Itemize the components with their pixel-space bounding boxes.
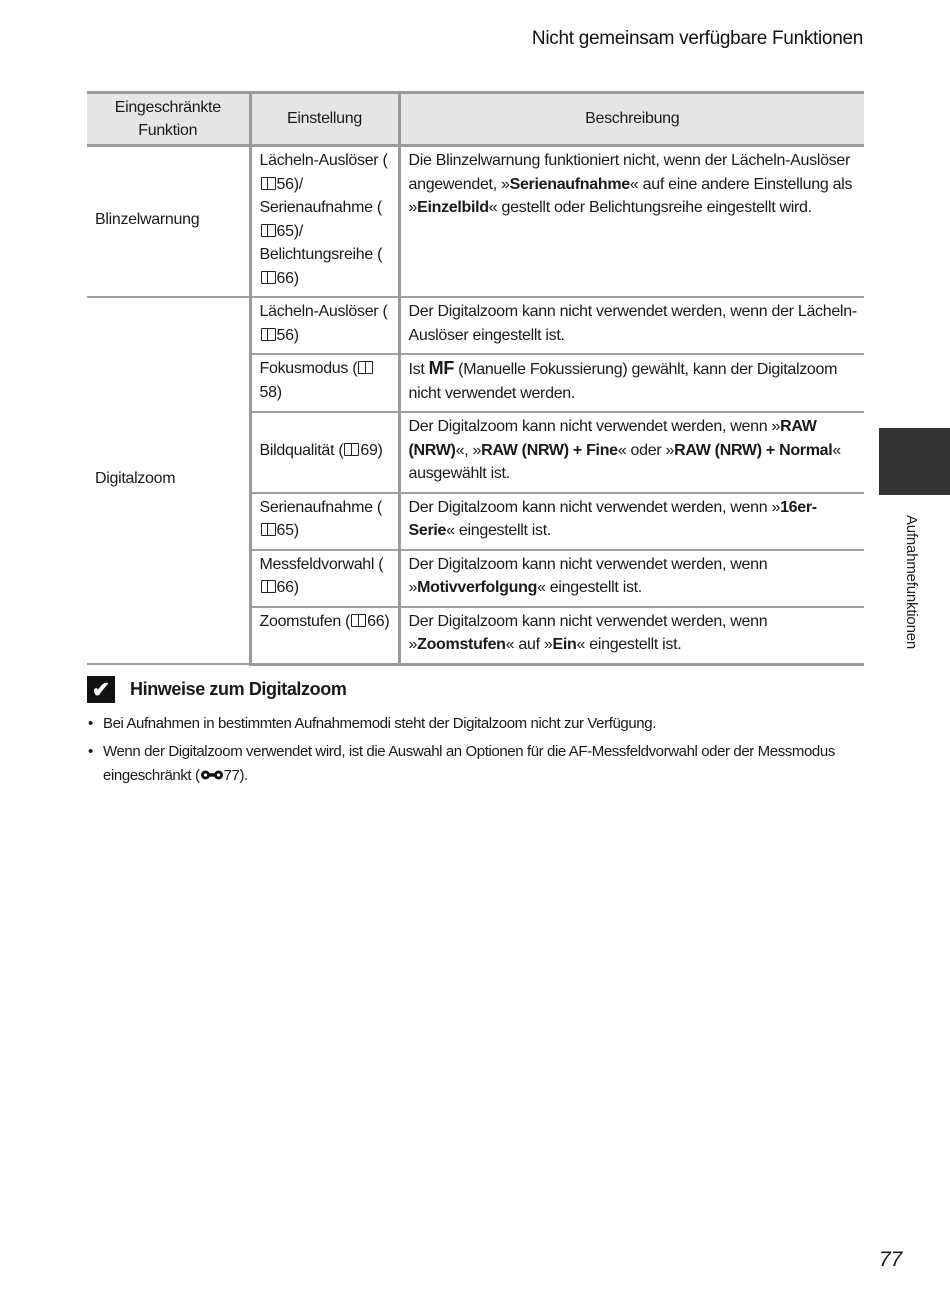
page-ref: 69): [360, 441, 383, 459]
desc-text: Der Digitalzoom kann nicht verwendet werden, wenn »: [408, 555, 768, 596]
section-label: Aufnahmefunktionen: [903, 515, 920, 650]
desc-text: «, »: [455, 441, 482, 459]
desc-text: Der Digitalzoom kann nicht verwendet werden, wenn »: [408, 418, 781, 435]
desc-text: « auf eine andere Einstellung als »: [408, 175, 853, 216]
page-ref: 58): [259, 383, 282, 401]
check-icon: ✔: [87, 676, 115, 703]
book-icon: [261, 177, 276, 190]
description-cell: [399, 607, 864, 665]
notes-header: [87, 676, 346, 703]
desc-bold: 16er-Serie: [408, 498, 817, 539]
page-ref: 66): [276, 269, 299, 287]
page-ref: 66): [367, 612, 390, 630]
table-header-row: [87, 93, 864, 146]
desc-bold: Serienaufnahme: [509, 175, 630, 193]
page-ref: 65)/: [276, 222, 303, 240]
notes-list: [87, 712, 847, 792]
desc-text: « eingestellt ist.: [576, 636, 682, 653]
description-cell: Der Digitalzoom kann nicht verwendet werden, wenn der Lächeln-Auslöser eingestellt ist.: [399, 297, 864, 354]
feature-cell: Digitalzoom: [87, 297, 250, 664]
desc-text: (Manuelle Fokussierung) gewählt, kann der Digitalzoom nicht verwendet werden.: [408, 361, 838, 402]
note-text: Wenn der Digitalzoom verwendet wird, ist die Auswahl an Optionen für die AF-Messfeldvorwahl oder der Messmodus eingeschränkt (: [103, 743, 835, 784]
desc-bold: Motivverfolgung: [417, 579, 538, 596]
book-icon: [358, 361, 373, 374]
book-icon: [344, 443, 359, 456]
page-ref: 56): [276, 326, 299, 344]
setting-cell: [250, 297, 399, 354]
reference-section-icon: [200, 769, 224, 781]
manual-focus-icon: MF: [428, 358, 455, 378]
section-tab: [879, 428, 950, 495]
page-ref: 66): [276, 579, 299, 596]
setting-text: Serienaufnahme (: [259, 199, 382, 216]
setting-text: Fokusmodus (: [259, 360, 358, 377]
desc-text: « gestellt oder Belichtungsreihe eingestellt wird.: [488, 199, 812, 216]
desc-bold: RAW (NRW) + Fine: [481, 441, 618, 459]
desc-text: Der Digitalzoom kann nicht verwendet werden, wenn »: [408, 612, 768, 653]
setting-text: Zoomstufen (: [259, 612, 351, 630]
desc-text: Ist: [408, 361, 429, 378]
desc-text: « oder »: [617, 441, 675, 459]
desc-bold: Ein: [552, 636, 577, 653]
header-description: Beschreibung: [399, 93, 864, 146]
setting-text: Bildqualität (: [259, 441, 344, 459]
list-item: [87, 740, 847, 788]
setting-cell: [250, 493, 399, 550]
desc-bold: RAW (NRW) + Normal: [674, 441, 833, 459]
restrictions-table: [87, 91, 864, 666]
desc-text: Die Blinzelwarnung funktioniert nicht, wenn der Lächeln-Auslöser angewendet, »: [408, 152, 850, 193]
setting-cell: [250, 550, 399, 607]
header-setting: Einstellung: [250, 93, 399, 146]
setting-text: Belichtungsreihe (: [259, 246, 383, 263]
desc-text: « eingestellt ist.: [537, 579, 642, 596]
book-icon: [261, 523, 276, 536]
setting-text: Messfeldvorwahl (: [259, 555, 384, 573]
page-ref: 56)/: [276, 175, 303, 193]
page-ref: 77).: [223, 767, 248, 784]
desc-bold: Zoomstufen: [417, 636, 506, 653]
description-cell: [399, 550, 864, 607]
description-cell: [399, 146, 864, 298]
feature-cell: Blinzelwarnung: [87, 146, 250, 298]
table-row: [87, 297, 864, 354]
table-row: [87, 146, 864, 298]
desc-text: Der Digitalzoom kann nicht verwendet werden, wenn »: [408, 498, 781, 516]
book-icon: [261, 580, 276, 593]
setting-cell: [250, 412, 399, 493]
page-ref: 65): [276, 522, 299, 539]
setting-text: Serienaufnahme (: [259, 498, 382, 516]
book-icon: [261, 271, 276, 284]
desc-bold: Einzelbild: [417, 199, 489, 216]
desc-text: « auf »: [505, 636, 553, 653]
desc-text: « ausgewählt ist.: [408, 441, 842, 482]
setting-cell: [250, 146, 399, 298]
list-item: • Bei Aufnahmen in bestimmten Aufnahmemodi steht der Digitalzoom nicht zur Verfügung.: [87, 712, 847, 736]
description-cell: [399, 493, 864, 550]
desc-text: « eingestellt ist.: [446, 522, 552, 539]
setting-text: Lächeln-Auslöser (: [259, 303, 388, 320]
description-cell: [399, 354, 864, 412]
book-icon: [261, 328, 276, 341]
notes-title: Hinweise zum Digitalzoom: [130, 679, 347, 699]
header-feature: Eingeschränkte Funktion: [87, 93, 250, 146]
setting-text: Lächeln-Auslöser (: [259, 152, 388, 169]
page-number: 77: [879, 1248, 903, 1271]
desc-bold: RAW (NRW): [408, 418, 817, 459]
book-icon: [261, 224, 276, 237]
page-header-title: Nicht gemeinsam verfügbare Funktionen: [531, 28, 863, 49]
book-icon: [351, 614, 366, 627]
setting-cell: [250, 354, 399, 412]
setting-cell: [250, 607, 399, 665]
description-cell: [399, 412, 864, 493]
